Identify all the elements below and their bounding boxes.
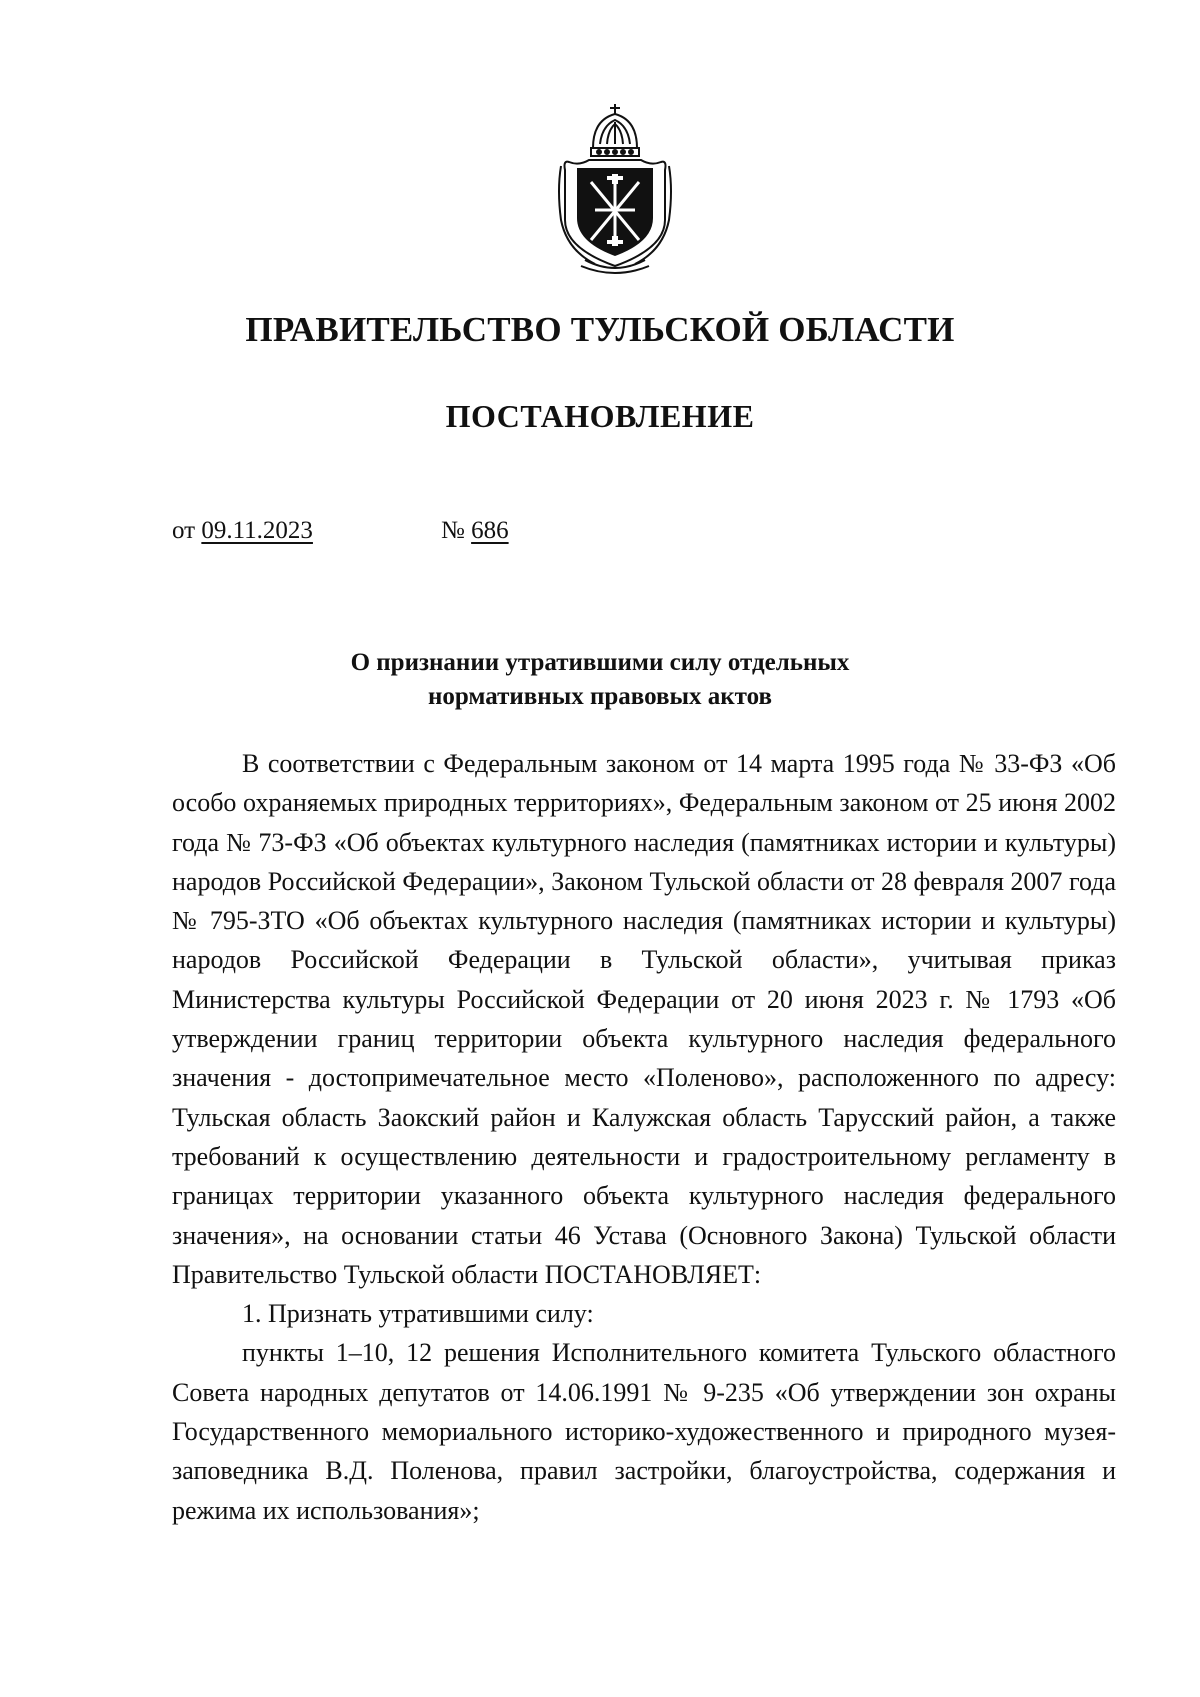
document-body bbox=[172, 744, 1116, 1530]
body-paragraph-item-1-detail: пункты 1–10, 12 решения Исполнительного комитета Тульского областного Совета народных депутатов от 14.06.1991 № 9-235 «Об утверждении зон охраны Государственного мемориального историко-художественного и природного музея-заповедника В.Д. Поленова, правил застройки, благоустройства, содержания и режима их использования»; bbox=[172, 1338, 1116, 1525]
body-paragraph-preamble: В соответствии с Федеральным законом от 14 марта 1995 года № 33-ФЗ «Об особо охраняемых природных территориях», Федеральным законом от 25 июня 2002 года № 73-ФЗ «Об объектах культурного наследия (памятниках истории и культуры) народов Российской Федерации», Законом Тульской области от 28 февраля 2007 года № 795-ЗТО «Об объектах культурного наследия (памятниках истории и культуры) народов Российской Федерации в Тульской области», учитывая приказ Министерства культуры Российской Федерации от 20 июня 2023 г. № 1793 «Об утверждении границ территории объекта культурного наследия федерального значения - достопримечательное место «Поленово», расположенного по адресу: Тульская область Заокский район и Калужская область Тарусский район, а также требований к осуществлению деятельности и градостроительному регламенту в границах территории указанного объекта культурного наследия федерального значения», на основании статьи 46 Устава (Основного Закона) Тульской области Правительство Тульской области ПОСТАНОВЛЯЕТ: bbox=[172, 749, 1116, 1289]
date-prefix: от bbox=[172, 517, 196, 544]
organization-title: ПРАВИТЕЛЬСТВО ТУЛЬСКОЙ ОБЛАСТИ bbox=[245, 310, 955, 349]
document-number: 686 bbox=[471, 517, 509, 544]
subject-line-1: О признании утратившими силу отдельных bbox=[350, 649, 850, 676]
body-paragraph-item-1: 1. Признать утратившими силу: bbox=[242, 1299, 594, 1329]
document-type-heading: ПОСТАНОВЛЕНИЕ bbox=[445, 398, 755, 434]
document-subject bbox=[0, 646, 1200, 714]
subject-line-2: нормативных правовых актов bbox=[427, 683, 773, 710]
document-date: 09.11.2023 bbox=[201, 517, 313, 544]
tula-oblast-coat-of-arms-icon bbox=[555, 100, 675, 278]
document-date-line bbox=[172, 517, 313, 545]
document-number-line bbox=[441, 517, 509, 545]
number-prefix: № bbox=[441, 517, 465, 544]
